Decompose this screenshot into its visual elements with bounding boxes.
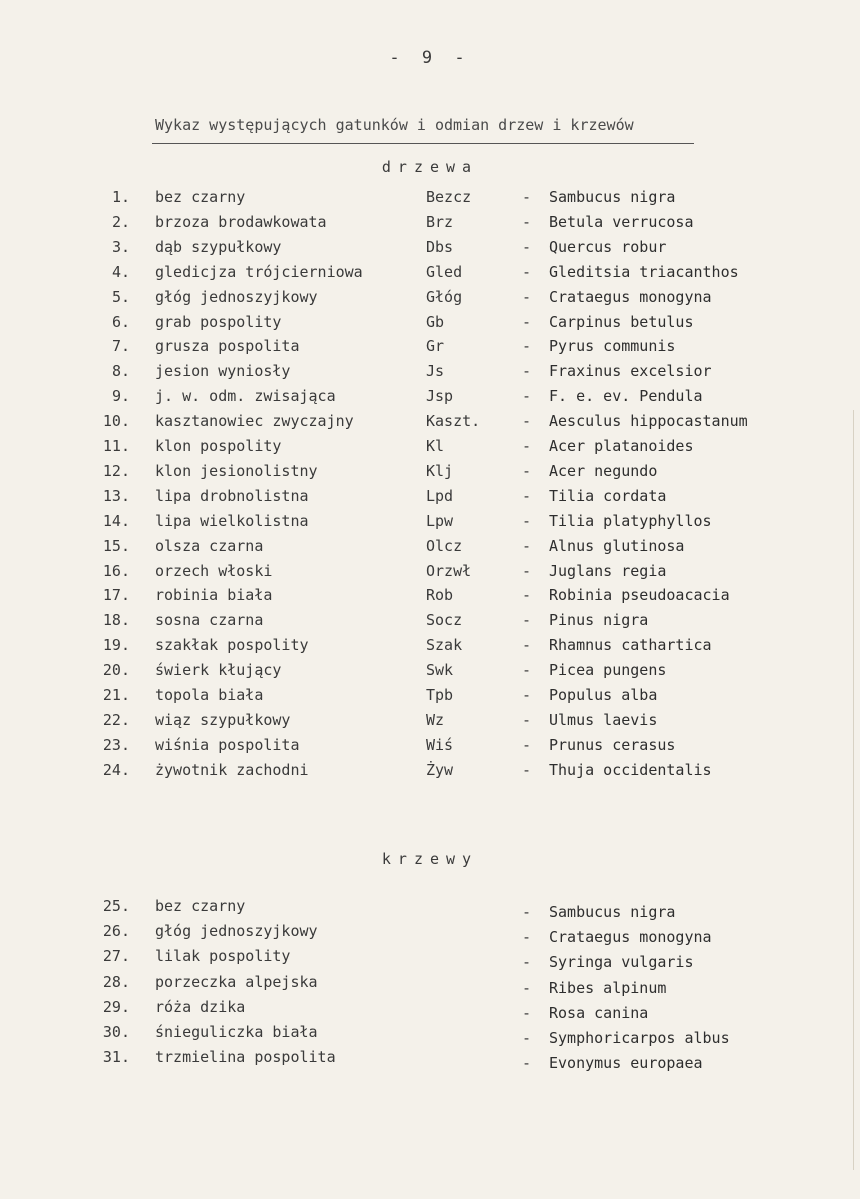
item-number: 3. <box>111 237 130 256</box>
separator-dash: - <box>522 1029 532 1047</box>
abbreviation: Rob <box>426 586 454 605</box>
list-item <box>0 611 860 633</box>
separator-dash: - <box>522 237 532 256</box>
separator-dash: - <box>522 437 532 455</box>
abbreviation: Kaszt. <box>426 412 481 431</box>
polish-name: róża dzika <box>155 997 246 1016</box>
separator-dash: - <box>522 362 532 381</box>
latin-name: Thuja occidentalis <box>549 760 712 779</box>
abbreviation: Bezcz <box>426 188 472 206</box>
list-item <box>0 661 860 683</box>
list-item <box>0 686 860 708</box>
separator-dash: - <box>522 1054 532 1073</box>
latin-name: Crataegus monogyna <box>549 287 712 306</box>
item-number: 28. <box>102 972 130 991</box>
document-title: Wykaz występujących gatunków i odmian drzew i krzewów <box>155 116 634 134</box>
list-item <box>0 238 860 260</box>
latin-name: Evonymus europaea <box>549 1054 703 1073</box>
separator-dash: - <box>522 511 532 530</box>
separator-dash: - <box>522 978 532 997</box>
list-item <box>0 263 860 285</box>
polish-name: gledicjza trójcierniowa <box>155 262 363 281</box>
polish-name: topola biała <box>155 686 264 704</box>
separator-dash: - <box>522 760 532 779</box>
polish-name: grusza pospolita <box>155 337 300 356</box>
abbreviation: Socz <box>426 611 463 630</box>
polish-name: grab pospolity <box>155 312 282 331</box>
separator-dash: - <box>522 536 532 555</box>
list-item <box>0 337 860 359</box>
item-number: 24. <box>102 760 130 779</box>
polish-name: sosna czarna <box>155 611 264 630</box>
latin-name: Tilia platyphyllos <box>549 511 712 530</box>
item-number: 5. <box>111 287 130 306</box>
item-number: 25. <box>102 897 130 915</box>
item-number: 17. <box>102 586 130 605</box>
separator-dash: - <box>522 953 532 972</box>
item-number: 26. <box>102 922 130 941</box>
separator-dash: - <box>522 561 532 580</box>
polish-name: głóg jednoszyjkowy <box>155 922 318 941</box>
list-item <box>0 213 860 235</box>
list-item <box>0 736 860 758</box>
polish-name: klon pospolity <box>155 437 282 455</box>
separator-dash: - <box>522 1003 532 1022</box>
list-item <box>0 387 860 409</box>
latin-name: Syringa vulgaris <box>549 953 694 972</box>
latin-name: F. e. ev. Pendula <box>549 387 703 406</box>
item-number: 22. <box>102 710 130 729</box>
latin-name: Prunus cerasus <box>549 735 676 754</box>
list-item <box>0 462 860 484</box>
abbreviation: Jsp <box>426 387 454 406</box>
list-item <box>0 897 860 919</box>
separator-dash: - <box>522 312 532 331</box>
latin-name: Juglans regia <box>549 561 667 580</box>
list-item <box>0 636 860 658</box>
page-number: - 9 - <box>389 48 471 68</box>
latin-name: Symphoricarpos albus <box>549 1029 730 1047</box>
latin-name: Crataegus monogyna <box>549 928 712 947</box>
latin-name: Populus alba <box>549 686 658 704</box>
polish-name: lipa wielkolistna <box>155 511 309 530</box>
separator-dash: - <box>522 710 532 729</box>
item-number: 30. <box>102 1023 130 1041</box>
abbreviation: Lpd <box>426 486 454 505</box>
item-number: 18. <box>102 611 130 630</box>
item-number: 21. <box>102 686 130 704</box>
item-number: 12. <box>102 461 130 480</box>
item-number: 31. <box>102 1048 130 1067</box>
latin-name: Acer platanoides <box>549 437 694 455</box>
separator-dash: - <box>522 928 532 947</box>
item-number: 16. <box>102 561 130 580</box>
latin-name: Carpinus betulus <box>549 312 694 331</box>
latin-name: Betula verrucosa <box>549 212 694 231</box>
abbreviation: Wiś <box>426 735 454 754</box>
separator-dash: - <box>522 903 532 921</box>
latin-name: Robinia pseudoacacia <box>549 586 730 605</box>
item-number: 4. <box>111 262 130 281</box>
latin-name: Ribes alpinum <box>549 978 667 997</box>
list-item <box>0 998 860 1020</box>
list-item <box>0 922 860 947</box>
item-number: 6. <box>111 312 130 331</box>
abbreviation: Js <box>426 362 445 381</box>
separator-dash: - <box>522 636 532 655</box>
trees-heading: drzewa <box>381 158 479 176</box>
polish-name: kasztanowiec zwyczajny <box>155 412 354 431</box>
separator-dash: - <box>522 412 532 431</box>
latin-name: Gleditsia triacanthos <box>549 262 739 281</box>
list-item <box>0 313 860 335</box>
polish-name: olsza czarna <box>155 536 264 555</box>
abbreviation: Kl <box>426 437 445 455</box>
list-item <box>0 947 860 972</box>
polish-name: bez czarny <box>155 188 246 206</box>
item-number: 8. <box>111 362 130 381</box>
item-number: 1. <box>111 188 130 206</box>
list-item <box>0 362 860 384</box>
latin-name: Fraxinus excelsior <box>549 362 712 381</box>
abbreviation: Swk <box>426 661 454 680</box>
abbreviation: Dbs <box>426 237 454 256</box>
latin-name: Pinus nigra <box>549 611 649 630</box>
abbreviation: Gled <box>426 262 463 281</box>
latin-name: Aesculus hippocastanum <box>549 412 748 431</box>
latin-name: Sambucus nigra <box>549 903 676 921</box>
abbreviation: Żyw <box>426 760 454 779</box>
list-item <box>0 537 860 559</box>
latin-name: Tilia cordata <box>549 486 667 505</box>
abbreviation: Olcz <box>426 536 463 555</box>
polish-name: lilak pospolity <box>155 947 291 966</box>
polish-name: głóg jednoszyjkowy <box>155 287 318 306</box>
separator-dash: - <box>522 262 532 281</box>
abbreviation: Gb <box>426 312 445 331</box>
item-number: 23. <box>102 735 130 754</box>
polish-name: żywotnik zachodni <box>155 760 309 779</box>
shrubs-heading: krzewy <box>381 850 479 868</box>
latin-name: Quercus robur <box>549 237 667 256</box>
polish-name: brzoza brodawkowata <box>155 212 327 231</box>
separator-dash: - <box>522 387 532 406</box>
separator-dash: - <box>522 337 532 356</box>
list-item <box>0 586 860 608</box>
list-item <box>0 487 860 509</box>
abbreviation: Wz <box>426 710 445 729</box>
abbreviation: Gr <box>426 337 445 356</box>
separator-dash: - <box>522 212 532 231</box>
list-item <box>0 188 860 210</box>
item-number: 11. <box>102 437 130 455</box>
list-item <box>0 1048 860 1073</box>
separator-dash: - <box>522 188 532 206</box>
latin-name: Acer negundo <box>549 461 658 480</box>
polish-name: wiąz szypułkowy <box>155 710 291 729</box>
separator-dash: - <box>522 611 532 630</box>
item-number: 15. <box>102 536 130 555</box>
abbreviation: Orzwł <box>426 561 472 580</box>
polish-name: bez czarny <box>155 897 246 915</box>
polish-name: świerk kłujący <box>155 661 282 680</box>
list-item <box>0 437 860 459</box>
list-item <box>0 562 860 584</box>
polish-name: wiśnia pospolita <box>155 735 300 754</box>
item-number: 20. <box>102 661 130 680</box>
title-underline <box>152 143 694 144</box>
polish-name: klon jesionolistny <box>155 461 318 480</box>
abbreviation: Szak <box>426 636 463 655</box>
item-number: 29. <box>102 997 130 1016</box>
polish-name: szakłak pospolity <box>155 636 309 655</box>
item-number: 7. <box>111 337 130 356</box>
separator-dash: - <box>522 287 532 306</box>
latin-name: Ulmus laevis <box>549 710 658 729</box>
polish-name: porzeczka alpejska <box>155 972 318 991</box>
abbreviation: Głóg <box>426 287 463 306</box>
latin-name: Rhamnus cathartica <box>549 636 712 655</box>
polish-name: j. w. odm. zwisająca <box>155 387 336 406</box>
item-number: 27. <box>102 947 130 966</box>
latin-name: Sambucus nigra <box>549 188 676 206</box>
item-number: 9. <box>111 387 130 406</box>
list-item <box>0 288 860 310</box>
list-item <box>0 512 860 534</box>
list-item <box>0 711 860 733</box>
list-item <box>0 973 860 995</box>
abbreviation: Brz <box>426 212 454 231</box>
latin-name: Rosa canina <box>549 1003 649 1022</box>
separator-dash: - <box>522 661 532 680</box>
list-item <box>0 412 860 434</box>
separator-dash: - <box>522 461 532 480</box>
separator-dash: - <box>522 486 532 505</box>
item-number: 13. <box>102 486 130 505</box>
latin-name: Picea pungens <box>549 661 667 680</box>
polish-name: lipa drobnolistna <box>155 486 309 505</box>
separator-dash: - <box>522 586 532 605</box>
separator-dash: - <box>522 735 532 754</box>
latin-name: Pyrus communis <box>549 337 676 356</box>
polish-name: jesion wyniosły <box>155 362 291 381</box>
item-number: 10. <box>102 412 130 431</box>
latin-name: Alnus glutinosa <box>549 536 685 555</box>
polish-name: trzmielina pospolita <box>155 1048 336 1067</box>
abbreviation: Tpb <box>426 686 454 704</box>
polish-name: orzech włoski <box>155 561 273 580</box>
polish-name: śnieguliczka biała <box>155 1023 318 1041</box>
polish-name: dąb szypułkowy <box>155 237 282 256</box>
polish-name: robinia biała <box>155 586 273 605</box>
list-item <box>0 1023 860 1045</box>
item-number: 14. <box>102 511 130 530</box>
abbreviation: Lpw <box>426 511 454 530</box>
list-item <box>0 761 860 783</box>
separator-dash: - <box>522 686 532 704</box>
item-number: 19. <box>102 636 130 655</box>
item-number: 2. <box>111 212 130 231</box>
abbreviation: Klj <box>426 461 454 480</box>
